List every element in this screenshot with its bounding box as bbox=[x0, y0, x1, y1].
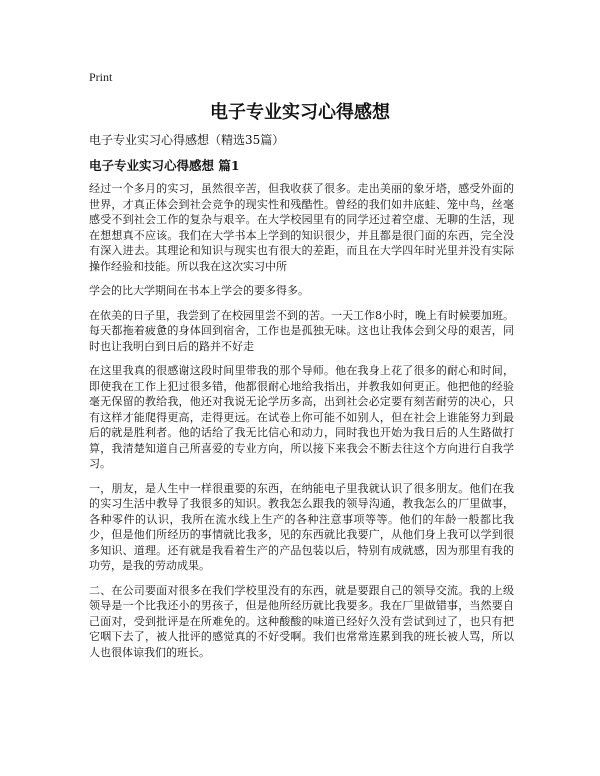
document-content bbox=[89, 128, 514, 669]
paragraph-5: 一，朋友，是人生中一样很重要的东西，在纳能电子里我就认识了很多朋友。他们在我的实习生活中教导了我很多的知识。教我怎么跟我的领导沟通，教我怎么的厂里做事，各种零件的认识，我所在流水线上生产的各种注意事项等等。他们的年龄一般都比我少，但是他们所经历的事情就比我多，见的东西就比我要广，从他们身上我可以学到很多知识、道理。还有就是我看着生产的产品包装以后，特别有成就感，因为那里有我的功劳，是我的劳动成果。 bbox=[89, 481, 514, 572]
paragraph-2: 学会的比大学期间在书本上学会的要多得多。 bbox=[89, 284, 309, 297]
print-link[interactable]: Print bbox=[89, 70, 113, 84]
paragraph-3: 在依美的日子里，我尝到了在校园里尝不到的苦。一天工作8小时，晚上有时候要加班。每天都拖着疲惫的身体回到宿舍，工作也是孤独无味。这也让我体会到父母的艰苦，同时也让我明白到日后的路并不好走 bbox=[89, 308, 514, 353]
section-heading: 电子专业实习心得感想 篇1 bbox=[89, 158, 240, 173]
paragraph-6: 二、在公司要面对很多在我们学校里没有的东西，就是要跟自己的领导交流。我的上级领导是一个比我还小的男孩子，但是他所经历就比我要多。我在厂里做错事，当然要自己面对，受到批评是在所难免的。这种酸酸的味道已经好久没有尝试到过了，也只有把它咽下去了，被人批评的感觉真的不好受啊。我们也常常连累到我的班长被人骂，所以人也很体谅我们的班长。 bbox=[89, 583, 514, 659]
paragraph-4: 在这里我真的很感谢这段时间里带我的那个导师。他在我身上花了很多的耐心和时间，即使我在工作上犯过很多错，他都很耐心地给我指出，并教我如何更正。他把他的经验毫无保留的教给我，他还对我说无论学历多高，出到社会必定要有刻苦耐劳的决心，只有这样才能爬得更高，走得更远。在试卷上你可能不如别人，但在社会上谁能努力到最后的就是胜利者。他的话给了我无比信心和动力，同时我也开始为我日后的人生路做打算，我清楚知道自己所喜爱的专业方向，所以接下来我会不断去往这个方向进行自我学习。 bbox=[89, 364, 514, 470]
paragraph-1: 经过一个多月的实习，虽然很辛苦，但我收获了很多。走出美丽的象牙塔，感受外面的世界，才真正体会到社会竞争的现实性和残酷性。曾经的我们如井底蛙、笼中鸟，丝毫感受不到社会工作的复杂与艰辛。在大学校园里有的同学还过着空虚、无聊的生活，现在想想真不应该。我们在大学书本上学到的知识很少，并且都是很门面的东西，完全没有深入进去。其理论和知识与现实也有很大的差距，而且在大学四年时光里并没有实际操作经验和技能。所以我在这次实习中所 bbox=[89, 182, 514, 273]
document-subtitle: 电子专业实习心得感想（精选35篇） bbox=[89, 133, 285, 147]
document-title: 电子专业实习心得感想 bbox=[210, 102, 390, 123]
